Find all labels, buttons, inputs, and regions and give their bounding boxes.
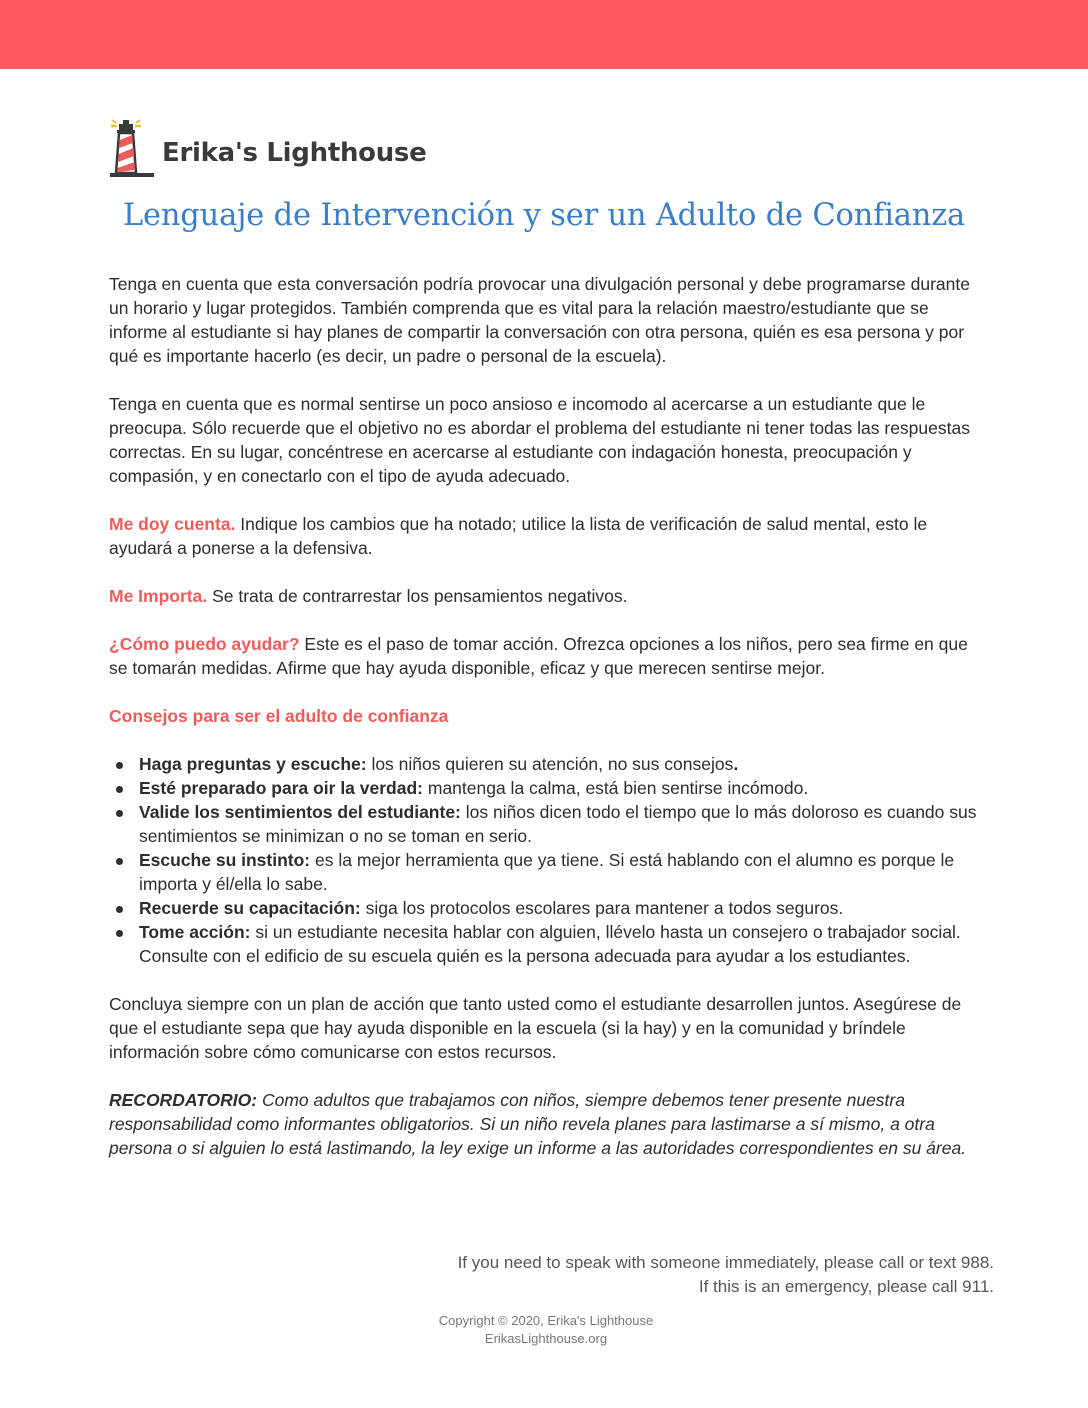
reminder-text: Como adultos que trabajamos con niños, siempre debemos tener presente nuestra responsabilidad como informantes obligatorios. Si un niño revela planes para lastimarse a sí mismo, a otra persona o si alguien lo está lastimando, la ley exige un informe a las autoridades correspondientes en su área. [109, 1090, 967, 1158]
step-care [109, 584, 989, 608]
help-line-911: If this is an emergency, please call 911. [698, 1277, 994, 1296]
list-item [139, 920, 989, 968]
list-item [139, 848, 989, 896]
help-line-988: If you need to speak with someone immediately, please call or text 988. [457, 1253, 994, 1272]
step-label: ¿Cómo puedo ayudar? [109, 634, 300, 654]
tip-label: Tome acción: [139, 922, 251, 942]
bullet-icon [116, 930, 123, 937]
list-item [139, 752, 989, 776]
tip-text: mantenga la calma, está bien sentirse incómodo. [423, 778, 809, 798]
list-item [139, 800, 989, 848]
tip-label: Haga preguntas y escuche: [139, 754, 367, 774]
step-label: Me Importa. [109, 586, 208, 606]
website-text: ErikasLighthouse.org [484, 1331, 608, 1346]
step-text: Indique los cambios que ha notado; utilice la lista de verificación de salud mental, esto le ayudará a ponerse a la defensiva. [109, 514, 928, 558]
tip-text: es la mejor herramienta que ya tiene. Si está hablando con el alumno es porque le importa y él/ella lo sabe. [139, 850, 955, 894]
tips-list [109, 752, 989, 968]
logo-text: Erika's Lighthouse [162, 138, 427, 168]
tip-text: los niños dicen todo el tiempo que lo más doloroso es cuando sus sentimientos se minimizan o no se toman en serio. [139, 802, 977, 846]
reminder-label: RECORDATORIO: [109, 1090, 258, 1110]
bullet-icon [116, 762, 123, 769]
step-notice [109, 512, 989, 560]
tips-heading: Consejos para ser el adulto de confianza [109, 706, 449, 726]
tip-label: Esté preparado para oir la verdad: [139, 778, 423, 798]
step-text: Se trata de contrarrestar los pensamientos negativos. [207, 586, 628, 606]
footer [0, 1312, 1088, 1348]
copyright-text: Copyright © 2020, Erika's Lighthouse [438, 1313, 654, 1328]
lighthouse-icon [106, 118, 156, 182]
step-text: Este es el paso de tomar acción. Ofrezca opciones a los niños, pero sea firme en que se tomarán medidas. Afirme que hay ayuda disponible, eficaz y que merecen sentirse mejor. [109, 634, 968, 678]
step-help [109, 632, 989, 680]
tip-text: siga los protocolos escolares para mantener a todos seguros. [360, 898, 844, 918]
logo [106, 118, 426, 182]
help-contact-info [458, 1251, 994, 1299]
step-label: Me doy cuenta. [109, 514, 236, 534]
tip-label: Escuche su instinto: [139, 850, 311, 870]
bullet-icon [116, 906, 123, 913]
list-item [139, 776, 989, 800]
reminder-paragraph [109, 1088, 989, 1160]
bullet-icon [116, 858, 123, 865]
tip-label: Recuerde su capacitación: [139, 898, 361, 918]
document-title: Lenguaje de Intervención y ser un Adulto de Confianza [122, 198, 966, 233]
tip-end: . [733, 754, 739, 774]
list-item [139, 896, 989, 920]
normal-anxiety-paragraph: Tenga en cuenta que es normal sentirse un poco ansioso e incomodo al acercarse a un estudiante que le preocupa. Sólo recuerde que el objetivo no es abordar el problema del estudiante ni tener todas las respuestas correctas. En su lugar, concéntrese en acercarse al estudiante con indagación honesta, preocupación y compasión, y en conectarlo con el tipo de ayuda adecuado. [109, 394, 970, 486]
closing-paragraph: Concluya siempre con un plan de acción que tanto usted como el estudiante desarrollen juntos. Asegúrese de que el estudiante sepa que hay ayuda disponible en la escuela (si la hay) y en la comunidad y bríndele información sobre cómo comunicarse con estos recursos. [109, 994, 962, 1062]
intro-paragraph: Tenga en cuenta que esta conversación podría provocar una divulgación personal y debe programarse durante un horario y lugar protegidos. También comprenda que es vital para la relación maestro/estudiante que se informe al estudiante si hay planes de compartir la conversación con otra persona, quién es esa persona y por qué es importante hacerlo (es decir, un padre o personal de la escuela). [109, 274, 970, 366]
tip-label: Valide los sentimientos del estudiante: [139, 802, 461, 822]
tip-text: si un estudiante necesita hablar con alguien, llévelo hasta un consejero o trabajador social. Consulte con el edificio de su escuela quién es la persona adecuada para ayudar a los estudiantes. [139, 922, 961, 966]
document-body [109, 272, 989, 1184]
tip-text: los niños quieren su atención, no sus consejos [366, 754, 734, 774]
bullet-icon [116, 810, 123, 817]
top-color-band [0, 0, 1088, 69]
bullet-icon [116, 786, 123, 793]
